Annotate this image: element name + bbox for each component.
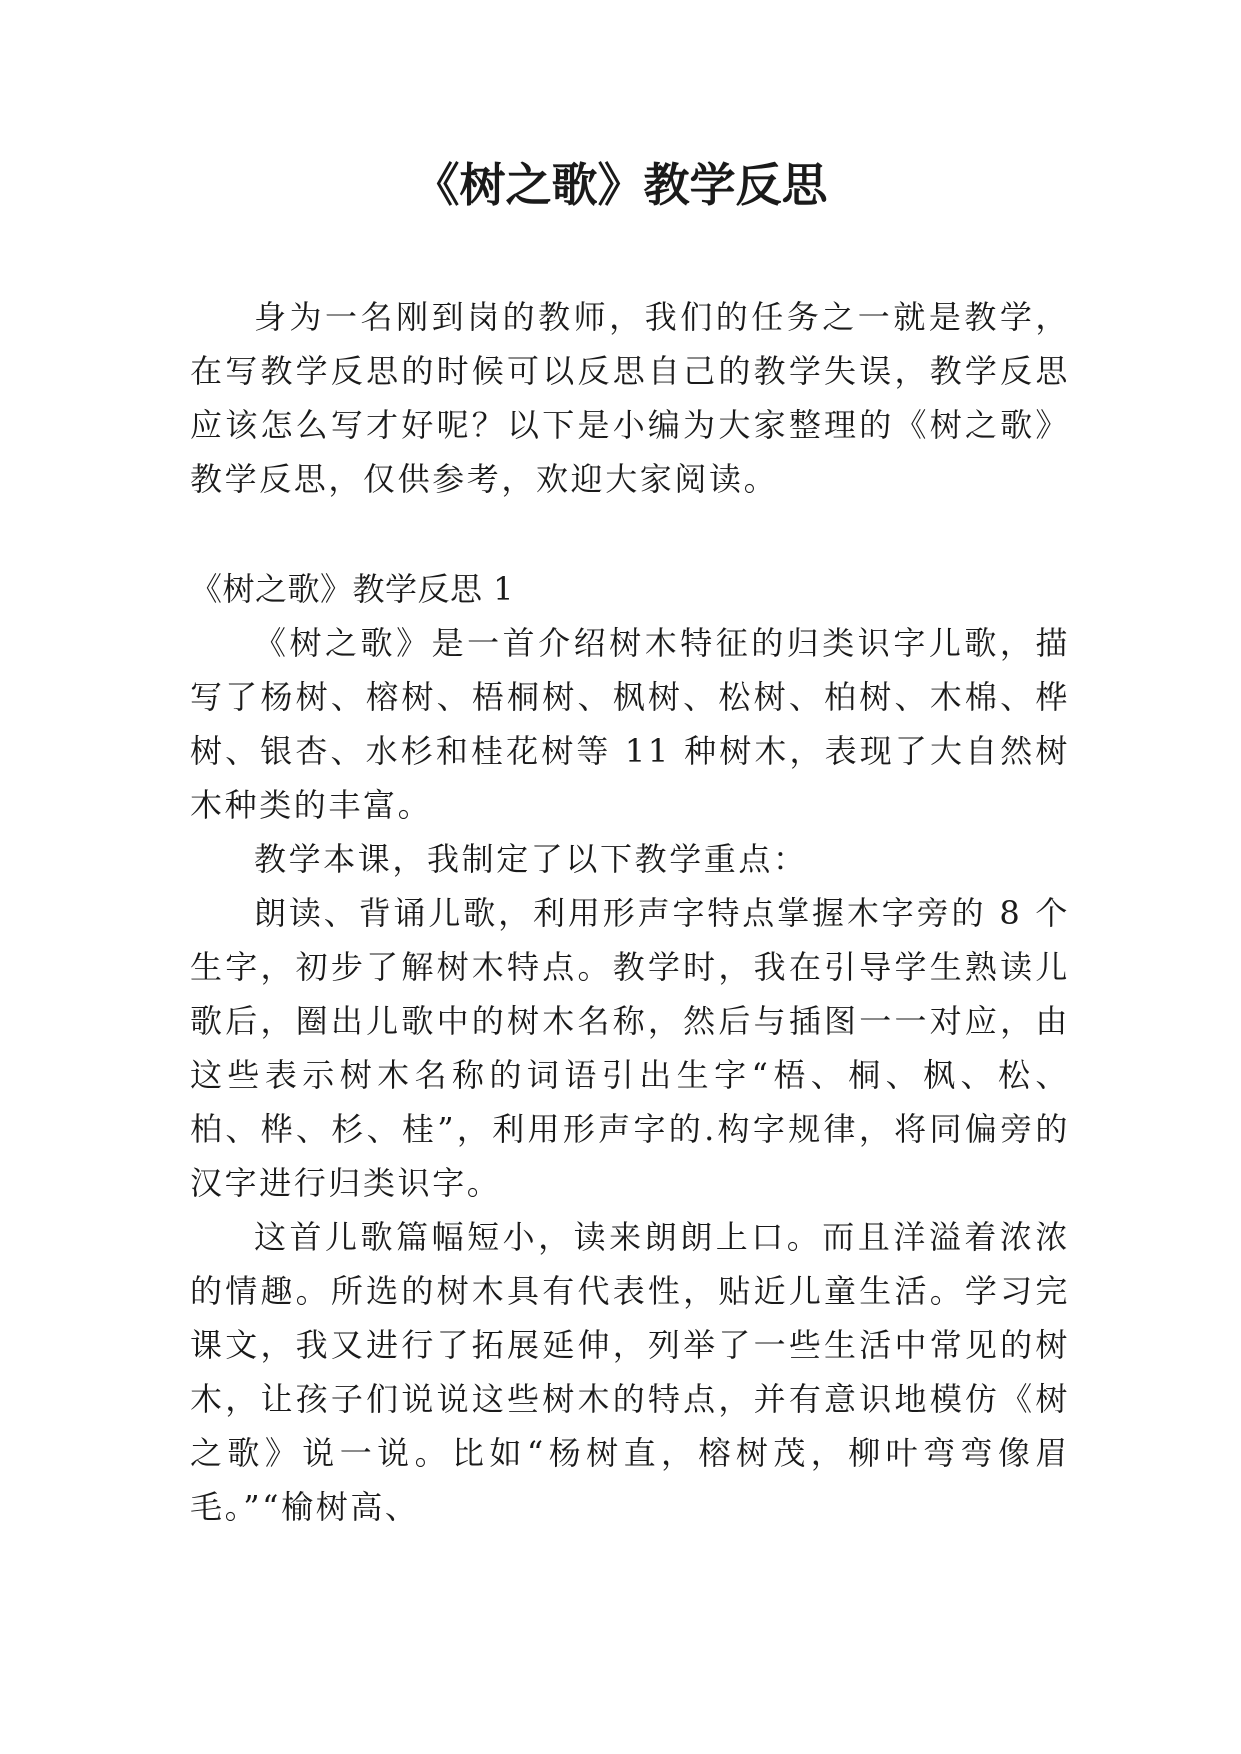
- body-paragraph: 朗读、背诵儿歌，利用形声字特点掌握木字旁的 8 个生字，初步了解树木特点。教学时，我在引导学生熟读儿歌后，圈出儿歌中的树木名称，然后与插图一一对应，由这些表示树木名称的词语引出生字“梧、桐、枫、松、柏、桦、杉、桂”，利用形声字的.构字规律，将同偏旁的汉字进行归类识字。: [190, 894, 1070, 1202]
- body-paragraph: 教学本课，我制定了以下教学重点：: [254, 840, 808, 878]
- intro-paragraph: 身为一名刚到岗的教师，我们的任务之一就是教学，在写教学反思的时候可以反思自己的教学失误，教学反思应该怎么写才好呢？以下是小编为大家整理的《树之歌》教学反思，仅供参考，欢迎大家阅读。: [190, 298, 1070, 498]
- document-title: 《树之歌》教学反思: [413, 158, 828, 212]
- body-paragraph: 这首儿歌篇幅短小，读来朗朗上口。而且洋溢着浓浓的情趣。所选的树木具有代表性，贴近儿童生活。学习完课文，我又进行了拓展延伸，列举了一些生活中常见的树木，让孩子们说说这些树木的特点，并有意识地模仿《树之歌》说一说。比如“杨树直，榕树茂，柳叶弯弯像眉毛。”“榆树高、: [190, 1218, 1070, 1526]
- body-paragraph: 《树之歌》是一首介绍树木特征的归类识字儿歌，描写了杨树、榕树、梧桐树、枫树、松树、柏树、木棉、桦树、银杏、水杉和桂花树等 11 种树木，表现了大自然树木种类的丰富。: [190, 624, 1070, 824]
- section-heading: 《树之歌》教学反思 1: [190, 570, 515, 608]
- document-body: [190, 290, 1070, 1534]
- section-1: [190, 562, 1070, 1534]
